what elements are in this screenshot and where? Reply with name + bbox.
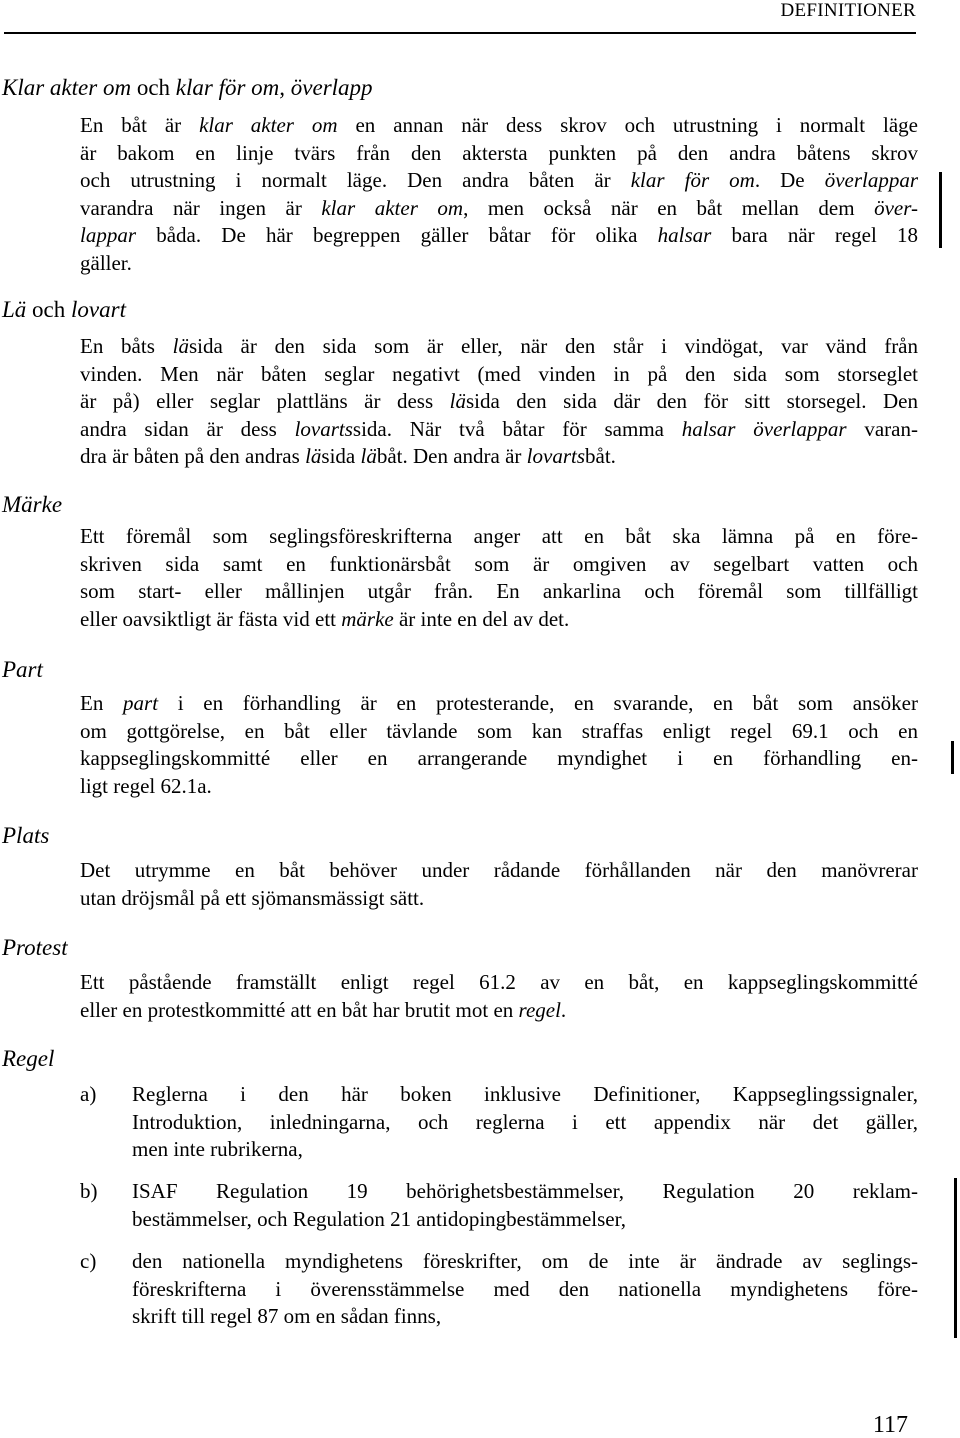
text-line: Reglerna i den här boken inklusive Definitioner, Kappseglingssignaler, [132, 1082, 918, 1106]
text-line: varandra när ingen är klar akter om, men också när en båt mellan dem över- [80, 195, 918, 220]
running-head: DEFINITIONER [780, 0, 916, 21]
change-bar [939, 172, 942, 248]
text-line: eller oavsiktligt är fästa vid ett märke är inte en del av det. [80, 606, 570, 631]
text-line: skrift till regel 87 om en sådan finns, [132, 1304, 442, 1328]
list-marker: a) [80, 1082, 97, 1106]
text-line: utan dröjsmål på ett sjömansmässigt sätt. [80, 885, 425, 910]
change-bar [951, 741, 954, 774]
definition-plats [80, 857, 918, 912]
text-line: gäller. [80, 250, 132, 275]
list-item-text [132, 1081, 918, 1164]
term-part [2, 656, 43, 684]
text-line: Introduktion, inledningarna, och reglerna i ett appendix när det gäller, [132, 1109, 918, 1134]
text-line: vinden. Men när båten seglar negativt (med vinden in på den sida som storseglet [80, 361, 918, 386]
definition-marke [80, 523, 918, 633]
text-line: och utrustning i normalt läge. Den andra båten är klar för om. De överlappar [80, 168, 919, 192]
text-line: bestämmelser, och Regulation 21 antidopingbestämmelser, [132, 1206, 627, 1231]
definition-protest [80, 969, 918, 1024]
text-line: skriven sida samt en funktionärsbåt som är omgiven av segelbart vatten och [80, 551, 918, 576]
text-line: som start- eller mållinjen utgår från. En ankarlina och föremål som tillfälligt [80, 579, 918, 603]
term-regel [2, 1045, 54, 1073]
page-number: 117 [872, 1412, 908, 1438]
change-bar [954, 1178, 957, 1338]
list-item-text [132, 1178, 918, 1233]
list-marker: c) [80, 1249, 97, 1273]
text-line: En båts läsida är den sida som är eller, när den står i vindögat, var vänd från [80, 334, 919, 358]
term-klar-akter-part-b: och [131, 75, 176, 100]
header-rule [4, 32, 916, 34]
term-plats [2, 822, 49, 850]
text-line: den nationella myndighetens föreskrifter, om de inte är ändrade av seglings- [132, 1249, 918, 1273]
term-klar-akter [2, 74, 373, 102]
text-line: är bakom en linje tvärs från den aktersta punkten på den andra båtens skrov [80, 140, 918, 165]
text-line: andra sidan är dess lovartssida. När två båtar för samma halsar överlappar varan- [80, 416, 918, 441]
text-line: eller en protestkommitté att en båt har brutit mot en regel. [80, 997, 567, 1022]
list-marker: b) [80, 1179, 98, 1203]
text-line: dra är båten på den andras läsida läbåt. Den andra är lovartsbåt. [80, 444, 616, 468]
text-line: Ett föremål som seglingsföreskrifterna anger att en båt ska lämna på en före- [80, 524, 918, 548]
definition-part [80, 690, 918, 800]
text-line: lappar båda. De här begreppen gäller båtar för olika halsar bara när regel 18 [80, 223, 918, 247]
term-marke [2, 491, 62, 519]
text-line: föreskrifterna i överensstämmelse med den nationella myndighetens före- [132, 1276, 918, 1301]
term-protest-label: Protest [2, 935, 68, 960]
text-line: är på) eller seglar plattläns är dess läsida den sida där den för sitt storsegel. Den [80, 389, 918, 413]
text-line: En båt är klar akter om en annan när dess skrov och utrustning i normalt läge [80, 113, 918, 137]
text-line: men inte rubrikerna, [132, 1137, 303, 1161]
text-line: Det utrymme en båt behöver under rådande förhållanden när den manövrerar [80, 858, 918, 882]
text-line: ligt regel 62.1a. [80, 773, 212, 798]
definition-la-lovart [80, 333, 918, 471]
term-klar-akter-part-c: klar för om, överlapp [175, 75, 373, 100]
definition-klar-akter [80, 112, 918, 277]
term-la-part-a: Lä [2, 297, 27, 322]
text-line: ISAF Regulation 19 behörighetsbestämmelser, Regulation 20 reklam- [132, 1179, 918, 1203]
term-la-lovart [2, 296, 126, 324]
term-la-part-b: och [26, 297, 72, 322]
term-part-label: Part [2, 657, 43, 682]
list-item-text [132, 1248, 918, 1331]
text-line: Ett påstående framställt enligt regel 61.2 av en båt, en kappseglingskommitté [80, 970, 918, 994]
text-line: kappseglingskommitté eller en arrangerande myndighet i en förhandling en- [80, 746, 918, 770]
text-line: om gottgörelse, en båt eller tävlande som kan straffas enligt regel 69.1 och en [80, 718, 918, 743]
term-regel-label: Regel [2, 1046, 55, 1071]
term-protest [2, 934, 68, 962]
term-la-part-c: lovart [71, 297, 126, 322]
term-marke-label: Märke [2, 492, 63, 517]
term-plats-label: Plats [2, 823, 50, 848]
text-line: En part i en förhandling är en protesterande, en svarande, en båt som ansöker [80, 691, 918, 715]
term-klar-akter-part-a: Klar akter om [2, 75, 132, 100]
